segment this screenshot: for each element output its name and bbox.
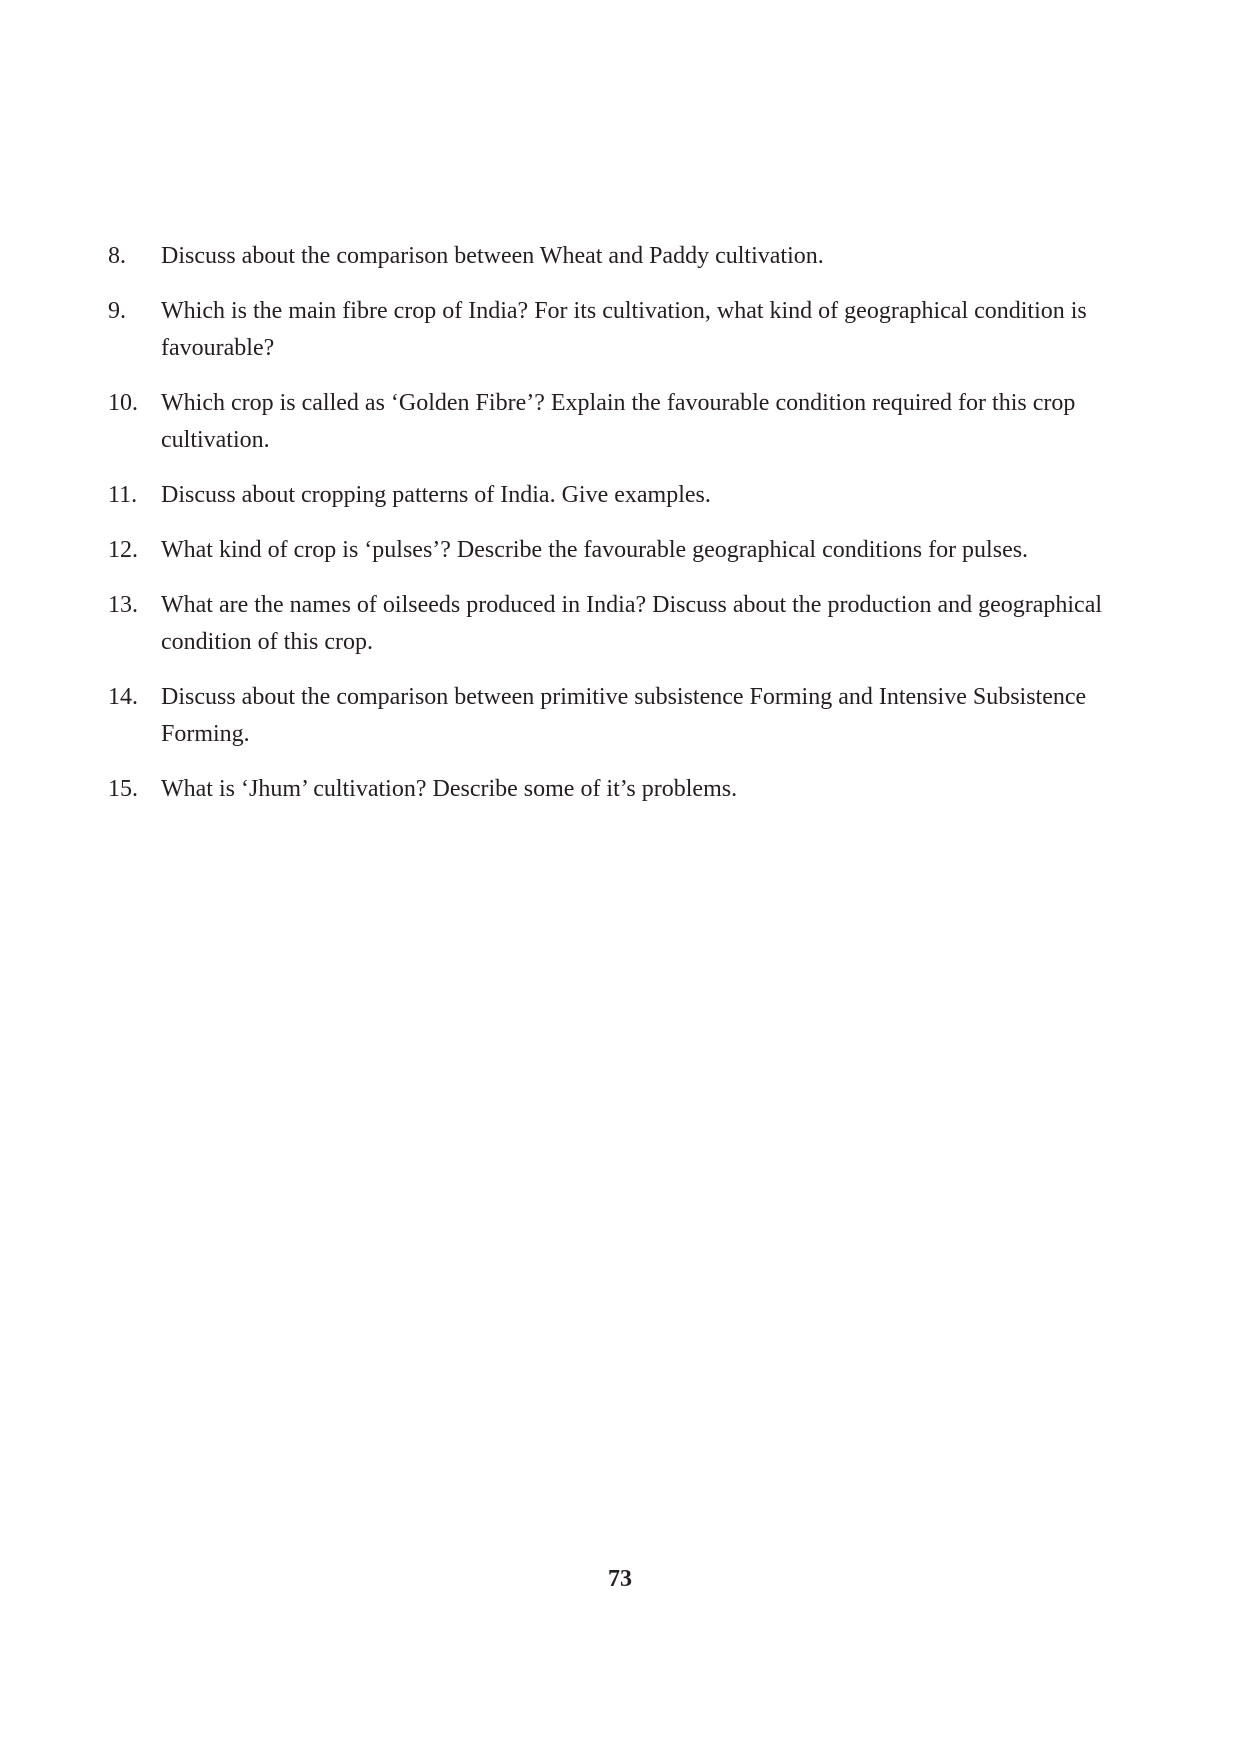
- question-number: 9.: [108, 298, 126, 324]
- page-number: 73: [608, 1566, 632, 1592]
- question-item-11: [108, 477, 1108, 514]
- question-number: 14.: [108, 684, 138, 710]
- question-number: 8.: [108, 243, 126, 269]
- question-text: What is ‘Jhum’ cultivation? Describe some of it’s problems.: [161, 776, 738, 802]
- question-text: What kind of crop is ‘pulses’? Describe the favourable geographical conditions for pulses.: [161, 537, 1029, 563]
- question-item-10: [108, 385, 1108, 459]
- question-number: 15.: [108, 776, 138, 802]
- question-number: 13.: [108, 592, 138, 618]
- question-number: 12.: [108, 537, 138, 563]
- question-item-13: [108, 587, 1108, 661]
- question-item-12: [108, 532, 1108, 569]
- question-item-9: [108, 293, 1108, 367]
- question-number: 11.: [108, 482, 138, 508]
- question-text: Which is the main fibre crop of India? For its cultivation, what kind of geographical condition is favourable?: [161, 298, 1087, 361]
- question-text: Which crop is called as ‘Golden Fibre’? Explain the favourable condition required for this crop cultivation.: [161, 390, 1076, 453]
- question-text: Discuss about cropping patterns of India. Give examples.: [161, 482, 711, 508]
- question-text: Discuss about the comparison between primitive subsistence Forming and Intensive Subsistence Forming.: [161, 684, 1087, 747]
- question-list: [108, 238, 1108, 826]
- question-number: 10.: [108, 390, 138, 416]
- question-item-8: [108, 238, 1108, 275]
- question-text: Discuss about the comparison between Wheat and Paddy cultivation.: [161, 243, 824, 269]
- question-item-14: [108, 679, 1108, 753]
- question-text: What are the names of oilseeds produced in India? Discuss about the production and geographical condition of this crop.: [161, 592, 1103, 655]
- question-item-15: [108, 771, 1108, 808]
